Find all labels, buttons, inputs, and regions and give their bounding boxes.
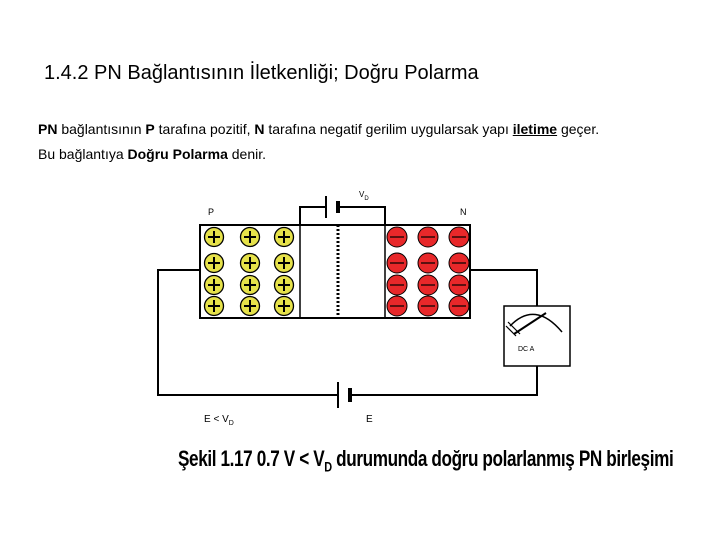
text-segment: geçer. <box>557 121 600 137</box>
electron <box>449 296 469 316</box>
electron <box>418 296 438 316</box>
text-segment: denir. <box>227 146 267 162</box>
e-condition-label: $E < V_D$ <box>204 414 234 427</box>
electron <box>449 227 469 247</box>
holes-group <box>205 228 294 316</box>
p-region-label: P <box>208 207 215 217</box>
text-segment: tarafına negatif gerilim uygularsak yapı <box>264 121 513 137</box>
electron <box>449 275 469 295</box>
electron <box>418 227 438 247</box>
hole <box>205 276 224 295</box>
pn-term: PN <box>38 121 58 137</box>
p-term: P <box>145 121 155 137</box>
caption-prefix: Şekil 1.17 0.7 V < V <box>178 446 325 471</box>
electron <box>387 253 407 273</box>
hole <box>205 228 224 247</box>
text-segment: bağlantısının <box>57 121 146 137</box>
hole <box>205 254 224 273</box>
dogru-polarma-term: Doğru Polarma <box>127 146 228 162</box>
ammeter-label: DC A <box>518 346 535 353</box>
e-label: E <box>366 414 373 425</box>
caption-subscript: D <box>324 458 332 475</box>
hole <box>275 254 294 273</box>
e-battery-icon <box>338 382 350 408</box>
hole <box>205 297 224 316</box>
figure-caption <box>178 446 673 474</box>
iletime-term: iletime <box>512 121 558 137</box>
hole <box>241 297 260 316</box>
hole <box>241 228 260 247</box>
hole <box>241 276 260 295</box>
text-segment: Bu bağlantıya <box>38 146 128 162</box>
electron <box>387 275 407 295</box>
ammeter-icon <box>504 306 570 366</box>
electron <box>387 296 407 316</box>
electrons-group <box>387 227 469 316</box>
electron <box>418 275 438 295</box>
electron <box>418 253 438 273</box>
caption-suffix: durumunda doğru polarlanmış PN birleşimi <box>331 446 674 471</box>
vd-battery-icon <box>326 196 338 218</box>
hole <box>275 297 294 316</box>
n-term: N <box>254 121 265 137</box>
electron <box>449 253 469 273</box>
hole <box>241 254 260 273</box>
electron <box>387 227 407 247</box>
hole <box>275 228 294 247</box>
text-segment: tarafına pozitif, <box>154 121 255 137</box>
hole <box>275 276 294 295</box>
n-region-label: N <box>460 207 467 217</box>
vd-label: $V_D$ <box>359 190 369 202</box>
page-title: 1.4.2 PN Bağlantısının İletkenliği; Doğru Polarma <box>44 62 479 84</box>
